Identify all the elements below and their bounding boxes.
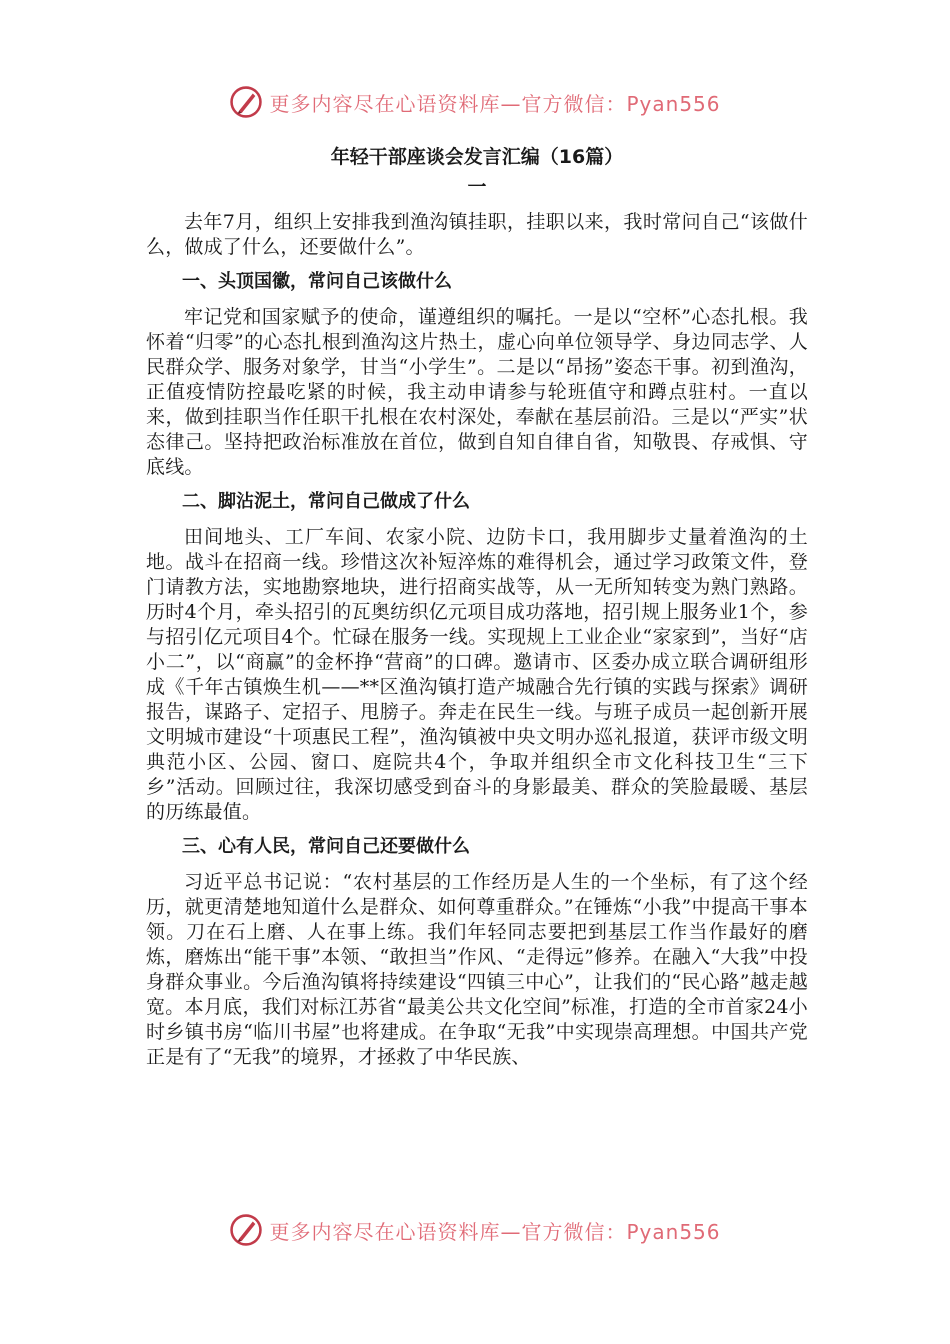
section-body-1: 牢记党和国家赋予的使命，谨遵组织的嘱托。一是以“空杯”心态扎根。我怀着“归零”的心态扎根到渔沟这片热土，虚心向单位领导学、身边同志学、人民群众学、服务对象学，甘当“小学生”。二是以“昂扬”姿态干事。初到渔沟，正值疫情防控最吃紧的时候，我主动申请参与轮班值守和蹲点驻村。一直以来，做到挂职当作任职干扎根在农村深处，奉献在基层前沿。三是以“严实”状态律己。坚持把政治标准放在首位，做到自知自律自省，知敬畏、存戒惧、守底线。 — [146, 306, 808, 478]
document-title: 年轻干部座谈会发言汇编（16篇） — [330, 146, 624, 168]
intro-paragraph: 去年7月，组织上安排我到渔沟镇挂职，挂职以来，我时常问自己“该做什么，做成了什么，还要做什么”。 — [146, 211, 808, 258]
pen-logo-icon — [229, 85, 263, 119]
wechat-id: Pyan556 — [626, 91, 721, 116]
banner-text: 更多内容尽在心语资料库—官方微信：Pyan556 — [269, 91, 721, 116]
footer-banner — [0, 1208, 950, 1252]
section-body-3: 习近平总书记说：“农村基层的工作经历是人生的一个坐标，有了这个经历，就更清楚地知道什么是群众、如何尊重群众。”在锤炼“小我”中提高干事本领。刀在石上磨、人在事上练。我们年轻同志要把到基层工作当作最好的磨炼，磨炼出“能干事”本领、“敢担当”作风、“走得远”修养。在融入“大我”中投身群众事业。今后渔沟镇将持续建设“四镇三中心”，让我们的“民心路”越走越宽。本月底，我们对标江苏省“最美公共文化空间”标准，打造的全市首家24小时乡镇书房“临川书屋”也将建成。在争取“无我”中实现崇高理想。中国共产党正是有了“无我”的境界，才拯救了中华民族、 — [146, 871, 808, 1068]
section-heading-3: 三、心有人民，常问自己还要做什么 — [182, 836, 470, 857]
section-heading-1: 一、头顶国徽，常问自己该做什么 — [182, 271, 452, 292]
section-number: 一 — [467, 176, 487, 198]
wechat-id: Pyan556 — [626, 1219, 721, 1244]
pen-logo-icon — [229, 1213, 263, 1247]
header-banner — [0, 80, 950, 124]
section-heading-2: 二、脚沾泥土，常问自己做成了什么 — [182, 491, 470, 512]
banner-text: 更多内容尽在心语资料库—官方微信：Pyan556 — [269, 1219, 721, 1244]
document-body — [146, 142, 808, 1079]
section-body-2: 田间地头、工厂车间、农家小院、边防卡口，我用脚步丈量着渔沟的土地。战斗在招商一线。珍惜这次补短淬炼的难得机会，通过学习政策文件，登门请教方法，实地勘察地块，进行招商实战等，从一无所知转变为熟门熟路。历时4个月，牵头招引的瓦奥纺织亿元项目成功落地，招引规上服务业1个，参与招引亿元项目4个。忙碌在服务一线。实现规上工业企业“家家到”，当好“店小二”，以“商赢”的金杯挣“营商”的口碑。邀请市、区委办成立联合调研组形成《千年古镇焕生机——**区渔沟镇打造产城融合先行镇的实践与探索》调研报告，谋路子、定招子、甩膀子。奔走在民生一线。与班子成员一起创新开展文明城市建设“十项惠民工程”，渔沟镇被中央文明办巡礼报道，获评市级文明典范小区、公园、窗口、庭院共4个，争取并组织全市文化科技卫生“三下乡”活动。回顾过往，我深切感受到奋斗的身影最美、群众的笑脸最暖、基层的历练最值。 — [146, 526, 808, 823]
